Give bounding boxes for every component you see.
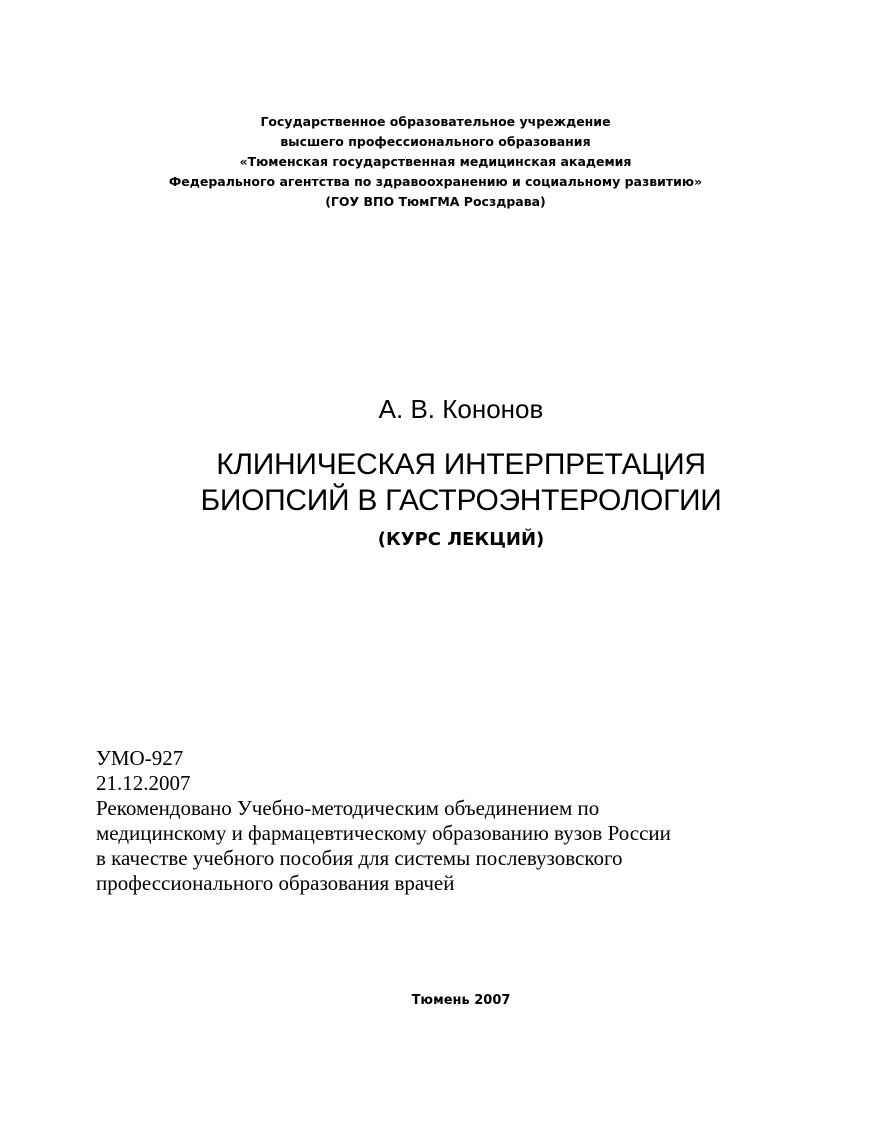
institution-line: Государственное образовательное учреждение — [260, 114, 611, 129]
approval-text-line: профессионального образования врачей — [96, 871, 455, 895]
institution-line: Федерального агентства по здравоохранению и социальному развитию» — [168, 174, 703, 189]
book-subtitle: (КУРС ЛЕКЦИЙ) — [377, 529, 545, 550]
approval-date: 21.12.2007 — [96, 771, 191, 795]
institution-line: высшего профессионального образования — [280, 134, 591, 149]
approval-text-line: Рекомендовано Учебно-методическим объединением по — [96, 796, 600, 820]
approval-block — [96, 746, 796, 896]
approval-text-line: медицинскому и фармацевтическому образованию вузов России — [96, 821, 671, 845]
book-title — [0, 447, 871, 519]
approval-code: УМО-927 — [96, 746, 184, 770]
city-year: Тюмень 2007 — [411, 993, 511, 1008]
book-title-line: БИОПСИЙ В ГАСТРОЭНТЕРОЛОГИИ — [200, 484, 722, 517]
approval-text-line: в качестве учебного пособия для системы послевузовского — [96, 846, 623, 870]
institution-header — [0, 112, 871, 212]
institution-line: «Тюменская государственная медицинская академия — [239, 154, 632, 169]
institution-abbreviation: (ГОУ ВПО ТюмГМА Росздрава) — [325, 194, 546, 209]
book-title-line: КЛИНИЧЕСКАЯ ИНТЕРПРЕТАЦИЯ — [216, 448, 706, 481]
author-name: А. В. Кононов — [378, 394, 544, 424]
